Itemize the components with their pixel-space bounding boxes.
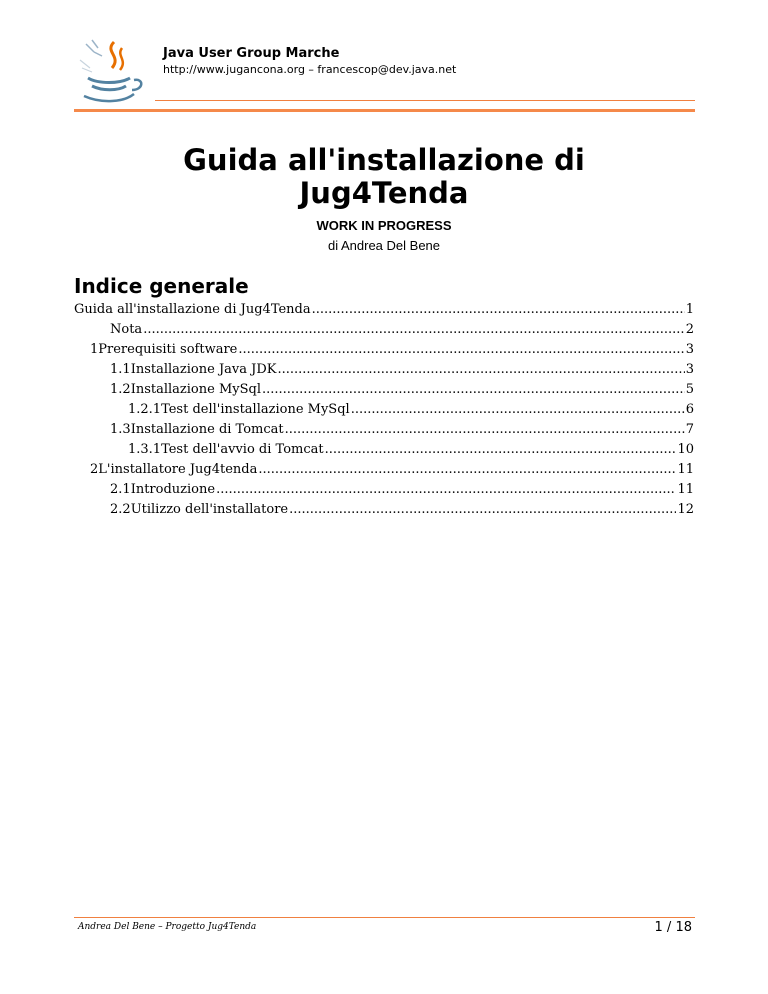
toc-entry-page: 12	[677, 502, 694, 517]
toc-entry-number: 2.1	[110, 482, 131, 497]
toc-entry-page: 1	[685, 302, 694, 317]
footer-text: Andrea Del Bene – Progetto Jug4Tenda	[78, 922, 257, 932]
toc-entry-label: Test dell'installazione MySql	[161, 402, 350, 417]
java-logo	[74, 38, 156, 108]
toc-entry-number: 1.2	[110, 382, 131, 397]
toc-entry-page: 10	[677, 442, 694, 457]
toc-entry-label: Guida all'installazione di Jug4Tenda	[74, 302, 311, 317]
toc-entry-page: 11	[677, 482, 694, 497]
toc-entry[interactable]	[74, 322, 694, 342]
toc-entry-page: 7	[685, 422, 694, 437]
toc-entry-label: Installazione MySql	[130, 382, 261, 397]
toc-entry-number: 1.2.1	[128, 402, 162, 417]
toc-entry-number: 2.2	[110, 502, 131, 517]
toc-entry-number: 1.1	[110, 362, 131, 377]
toc-entry-label: Introduzione	[130, 482, 216, 497]
toc-entry-page: 3	[685, 342, 694, 357]
toc-entry-number: 1	[90, 342, 99, 357]
toc-entry-page: 11	[677, 462, 694, 477]
toc-entry-label: Installazione Java JDK	[130, 362, 277, 377]
toc-entry-page: 3	[685, 362, 694, 377]
document-title	[0, 144, 768, 210]
toc-entry-label: L'installatore Jug4tenda	[98, 462, 258, 477]
toc-entry-label: Nota	[110, 322, 143, 337]
toc-entry[interactable]	[74, 482, 694, 502]
toc-entry-number: 1.3.1	[128, 442, 162, 457]
toc-entry[interactable]	[74, 362, 694, 382]
toc-entry[interactable]	[74, 422, 694, 442]
status-label: WORK IN PROGRESS	[316, 218, 452, 233]
toc-entry[interactable]	[74, 302, 694, 322]
toc-entry-number: 2	[90, 462, 99, 477]
toc-entry[interactable]	[74, 462, 694, 482]
document-title-line1: Guida all'installazione di	[183, 143, 585, 177]
document-title-line2: Jug4Tenda	[299, 176, 469, 210]
page-number: 1 / 18	[654, 920, 692, 935]
toc-entry-page: 6	[685, 402, 694, 417]
footer-divider	[74, 917, 695, 918]
toc-entry[interactable]	[74, 402, 694, 422]
toc-entry-label: Utilizzo dell'installatore	[130, 502, 289, 517]
toc-entry-label: Test dell'avvio di Tomcat	[161, 442, 324, 457]
author-line: di Andrea Del Bene	[327, 238, 441, 253]
header-divider-thick	[74, 109, 695, 112]
toc-entry[interactable]	[74, 382, 694, 402]
header-divider-thin	[155, 100, 695, 101]
header-title: Java User Group Marche	[163, 46, 340, 61]
toc-entry[interactable]	[74, 342, 694, 362]
toc-entry[interactable]	[74, 442, 694, 462]
header-subtitle: http://www.jugancona.org – francescop@dev.java.net	[163, 63, 457, 76]
toc-entry-page: 2	[685, 322, 694, 337]
toc-entry[interactable]	[74, 502, 694, 522]
table-of-contents	[74, 302, 694, 522]
toc-entry-label: Installazione di Tomcat	[130, 422, 284, 437]
toc-entry-number: 1.3	[110, 422, 131, 437]
toc-heading: Indice generale	[74, 274, 249, 298]
toc-entry-label: Prerequisiti software	[98, 342, 238, 357]
toc-entry-page: 5	[685, 382, 694, 397]
